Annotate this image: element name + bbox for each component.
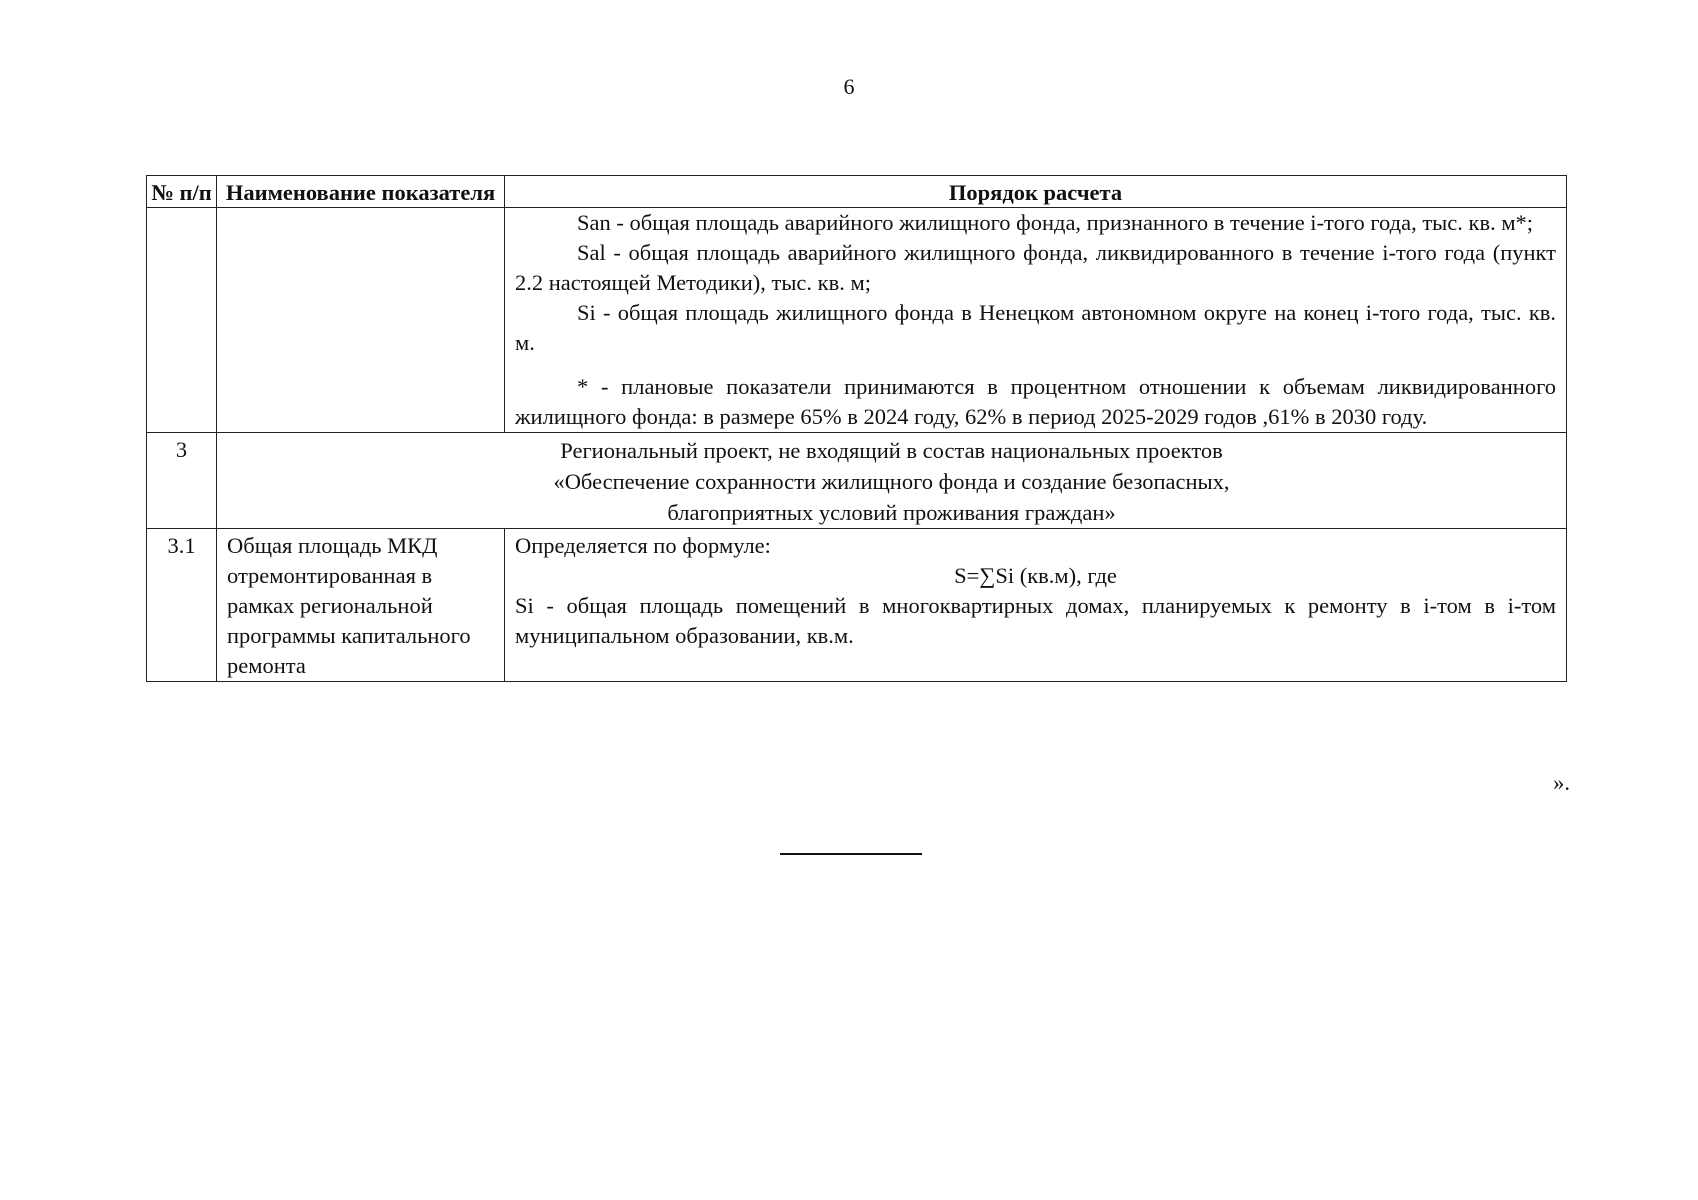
section-title-line-3: благоприятных условий проживания граждан»	[667, 500, 1116, 525]
cell-calc-3-1	[505, 529, 1567, 682]
cell-name-3-1: Общая площадь МКД отремонтированная в рамках региональной программы капитального ремонта	[217, 529, 505, 682]
paragraph-sal: Sal - общая площадь аварийного жилищного фонда, ликвидированного в течение i-того года (пункт 2.2 настоящей Методики), тыс. кв. м;	[515, 240, 1556, 295]
section-title-line-1: Региональный проект, не входящий в состав национальных проектов	[560, 438, 1223, 463]
indicators-table	[146, 175, 1567, 682]
header-calc: Порядок расчета	[505, 176, 1567, 208]
footnote-plan: * - плановые показатели принимаются в процентном отношении к объемам ликвидированного жилищного фонда: в размере 65% в 2024 году, 62% в период 2025-2029 годов ,61% в 2030 году.	[515, 374, 1556, 429]
table-row-section-3	[147, 433, 1567, 529]
table-header-row	[147, 176, 1567, 208]
cell-num-3: 3	[147, 433, 217, 529]
cell-num-3-1: 3.1	[147, 529, 217, 682]
header-name: Наименование показателя	[217, 176, 505, 208]
formula-intro: Определяется по формуле:	[515, 533, 771, 558]
page-number: 6	[843, 74, 855, 99]
cell-num	[147, 208, 217, 433]
table-row-continuation	[147, 208, 1567, 433]
table-row-3-1	[147, 529, 1567, 682]
formula: S=∑Si (кв.м), где	[954, 563, 1117, 588]
closing-quote: ».	[1553, 770, 1570, 795]
cell-name	[217, 208, 505, 433]
paragraph-san: San - общая площадь аварийного жилищного фонда, признанного в течение i-того года, тыс. кв. м*;	[577, 210, 1534, 235]
end-divider-line	[780, 853, 922, 855]
indicators-table-wrapper	[146, 175, 1566, 682]
cell-calc	[505, 208, 1567, 433]
formula-description: Si - общая площадь помещений в многоквартирных домах, планируемых к ремонту в i-том в i-том муниципальном образовании, кв.м.	[515, 593, 1556, 648]
header-num: № п/п	[147, 176, 217, 208]
section-title-line-2: «Обеспечение сохранности жилищного фонда и создание безопасных,	[553, 469, 1230, 494]
section-title	[217, 433, 1567, 529]
paragraph-si: Si - общая площадь жилищного фонда в Ненецком автономном округе на конец i-того года, тыс. кв. м.	[515, 300, 1556, 355]
